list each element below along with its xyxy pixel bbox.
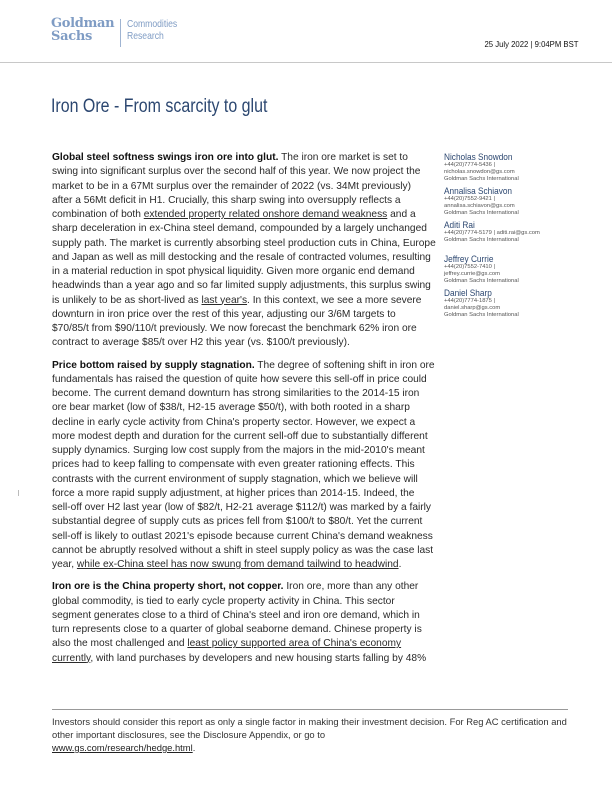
text-line (52, 265, 432, 279)
author-contact: +44(20)7552-7410 | (444, 264, 495, 270)
author-contact: Goldman Sachs International (444, 175, 519, 182)
text-line (52, 637, 432, 651)
margin-mark (18, 490, 19, 496)
division-line-1: Commodities (127, 18, 178, 30)
text-segment: combination of both (52, 209, 144, 220)
paragraph (52, 580, 432, 666)
text-line (52, 336, 432, 350)
text-segment: . (398, 559, 402, 570)
paragraph-heading: Iron ore is the China property short, not copper. (52, 581, 284, 593)
text-segment: market to be in a 67Mt surplus over the remainder of 2022 (vs. 34Mt previously) (52, 180, 411, 192)
text-line (52, 544, 432, 558)
text-segment: prices had to keep falling to compensate with even greater rationing effects. This (52, 459, 415, 471)
goldman-sachs-logo (51, 18, 189, 47)
author-name: Annalisa Schiavon (444, 186, 513, 196)
report-title: Iron Ore - From scarcity to glut (51, 95, 268, 117)
author-name: Jeffrey Currie (444, 254, 494, 264)
author-contact: Goldman Sachs International (444, 277, 519, 284)
logo-wordmark (51, 18, 114, 43)
author-contact: Goldman Sachs International (444, 209, 519, 216)
text-line (52, 487, 432, 501)
text-line (52, 580, 432, 594)
author-card (444, 288, 584, 322)
author-card (444, 220, 584, 254)
text-segment: sell-off over H2 last year (low of $82/t, H2-21 average $112/t) was marked by a fairly (52, 502, 431, 513)
author-contact: nicholas.snowdon@gs.com (444, 168, 515, 175)
text-segment: headwinds than a year ago and so far limited supply adjustments, this surplus swing (52, 280, 431, 292)
text-segment: become. The current demand downturn has strong similarities to the 2014-15 iron (52, 388, 420, 399)
text-line (52, 458, 432, 472)
text-segment: supply path. The market is currently absorbing steel production cuts in China, Europe (52, 237, 436, 249)
text-segment: The iron ore market is set to (278, 152, 408, 163)
author-contact: jeffrey.currie@gs.com (444, 270, 500, 277)
text-line (52, 473, 432, 487)
logo-divider (120, 19, 121, 47)
text-segment: after a 56Mt deficit in H1. Crucially, this sharp swing into oversupply reflects a (52, 194, 401, 206)
text-segment: and a (387, 209, 416, 220)
text-segment: in a material reduction in spot physical liquidity. Given more organic end demand (52, 266, 415, 277)
author-card (444, 152, 584, 186)
author-contact: Goldman Sachs International (444, 311, 519, 318)
text-line (52, 359, 435, 373)
text-line (52, 165, 432, 179)
author-name: Nicholas Snowdon (444, 152, 513, 162)
text-segment: . In this context, we see a more severe (247, 294, 422, 306)
text-segment: turn represents close to a quarter of global seaborne demand. Chinese property is (52, 624, 422, 635)
division-line-2: Research (127, 30, 165, 42)
text-line (52, 609, 432, 623)
text-segment: sharp deceleration in ex-China steel demand, compounded by a largely unchanged (52, 223, 427, 235)
logo-line-2: Sachs (51, 28, 92, 44)
hyperlink[interactable]: extended property related onshore demand weakness (143, 209, 388, 220)
paragraph-heading: Price bottom raised by supply stagnation. (52, 359, 255, 371)
text-segment: contract to average $85/t over H2 this year (vs. $100/t previously). (52, 337, 350, 349)
footer-divider (52, 709, 568, 710)
text-line (52, 623, 432, 637)
text-line (52, 194, 432, 208)
text-line (52, 595, 432, 609)
text-line (52, 416, 432, 430)
author-contact: +44(20)7774-5436 | (444, 162, 495, 168)
text-segment: ore bear market (low of $38/t, H2-15 average $50/t), with both rooted in a sharp (52, 402, 410, 414)
text-line (52, 558, 432, 572)
disclosure-text: Investors should consider this report as only a single factor in making their investment decision. For Reg AC certification and other important disclosures, see the Disclosure Appendix, or go to (52, 716, 567, 740)
text-segment: $70/85/t from $90/110/t previously. We now forecast the benchmark 62% iron ore (52, 323, 417, 334)
paragraph (52, 151, 436, 351)
text-segment: global commodity, is tied to early cycle property activity in China. This sector (52, 595, 395, 607)
text-segment: more modest depth and duration for the current sell-off due to substantially different (52, 430, 428, 442)
text-line (52, 322, 432, 336)
text-segment: contrasts with the current environment of supply stagnation, which we believe will (52, 473, 418, 485)
text-segment: sell-off is likely to outlast 2021's episode because current China's demand weakness (52, 530, 433, 542)
author-card (444, 186, 584, 220)
text-line (52, 430, 432, 444)
disclosure-end: . (192, 742, 196, 753)
author-list (444, 152, 584, 322)
logo-line-1: Goldman (51, 16, 115, 31)
author-card (444, 254, 584, 288)
text-line (52, 530, 432, 544)
author-contact: +44(20)7552-9421 | (444, 196, 495, 202)
hyperlink[interactable]: currently (52, 652, 91, 664)
text-line (52, 237, 436, 251)
disclosure-link[interactable]: www.gs.com/research/hedge.html (52, 742, 193, 753)
text-segment: force a more rapid supply adjustment, at higher prices than 2014-15. Indeed, the (52, 487, 415, 499)
text-segment: substantial degree of supply cuts as prices fell from $100/t to $80/t. Yet the current (52, 516, 423, 528)
author-name: Aditi Rai (444, 220, 475, 230)
text-segment: The degree of softening shift in iron ore (254, 359, 435, 371)
text-line (52, 251, 432, 265)
text-line (52, 444, 432, 458)
text-line (52, 151, 432, 165)
author-contact: Goldman Sachs International (444, 236, 519, 243)
paragraph-heading: Global steel softness swings iron ore into glut. (52, 152, 279, 163)
text-line (52, 515, 432, 529)
paragraph (52, 359, 435, 573)
text-line (52, 501, 432, 515)
author-contact: +44(20)7774-1875 | (444, 298, 495, 304)
report-body (52, 151, 436, 674)
hyperlink[interactable]: while ex-China steel has now swung from demand tailwind to headwind (76, 559, 399, 570)
text-segment: , with land purchases by developers and new housing starts falling by 48% (90, 652, 427, 664)
text-segment: supply dynamics. Surging low cost supply from the majors in the mid-2010's meant (52, 445, 425, 456)
text-segment: cannot be abruptly resolved without a shift in steel supply policy as was the case last (52, 544, 434, 556)
text-line (52, 279, 432, 293)
text-segment: swing into significant surplus over the second half of this year. We now project the (52, 166, 421, 178)
text-segment: is unlikely to be as short-lived as (52, 294, 202, 306)
text-line (52, 180, 432, 194)
text-line (52, 387, 432, 401)
text-line (52, 308, 432, 322)
header-divider (0, 62, 612, 63)
author-contact: daniel.sharp@gs.com (444, 304, 501, 311)
publish-date: 25 July 2022 | 9:04PM BST (483, 39, 578, 49)
hyperlink[interactable]: last year's (201, 294, 248, 306)
text-segment: also the most challenged and (52, 638, 188, 650)
disclosure-footer (52, 715, 568, 754)
text-segment: downturn in iron price over the rest of this year, adjusting our 3/6M targets to (52, 308, 396, 320)
text-segment: fundamentals has raised the question of quite how severe this sell-off in price could (52, 373, 427, 385)
text-line (52, 222, 432, 236)
text-segment: Iron ore, more than any other (283, 581, 419, 593)
text-segment: and Japan as well as mill destocking and the resale of contracted volumes, resulting (52, 251, 431, 263)
text-line (52, 294, 432, 308)
text-segment: decline in early cycle activity from China's property sector. However, we expect a (52, 416, 416, 428)
text-segment: year, (52, 559, 77, 570)
author-name: Daniel Sharp (444, 288, 492, 298)
text-line (52, 373, 432, 387)
division-name (127, 18, 177, 42)
text-line (52, 401, 432, 415)
text-line (52, 652, 432, 666)
hyperlink[interactable]: least policy supported area of China's economy (187, 638, 402, 650)
text-segment: segment generates close to a third of China's steel and iron ore demand, which in (52, 609, 420, 621)
author-contact: annalisa.schiavon@gs.com (444, 202, 515, 209)
author-contact: +44(20)7774-5179 | aditi.rai@gs.com (444, 230, 540, 236)
text-line (52, 208, 432, 222)
